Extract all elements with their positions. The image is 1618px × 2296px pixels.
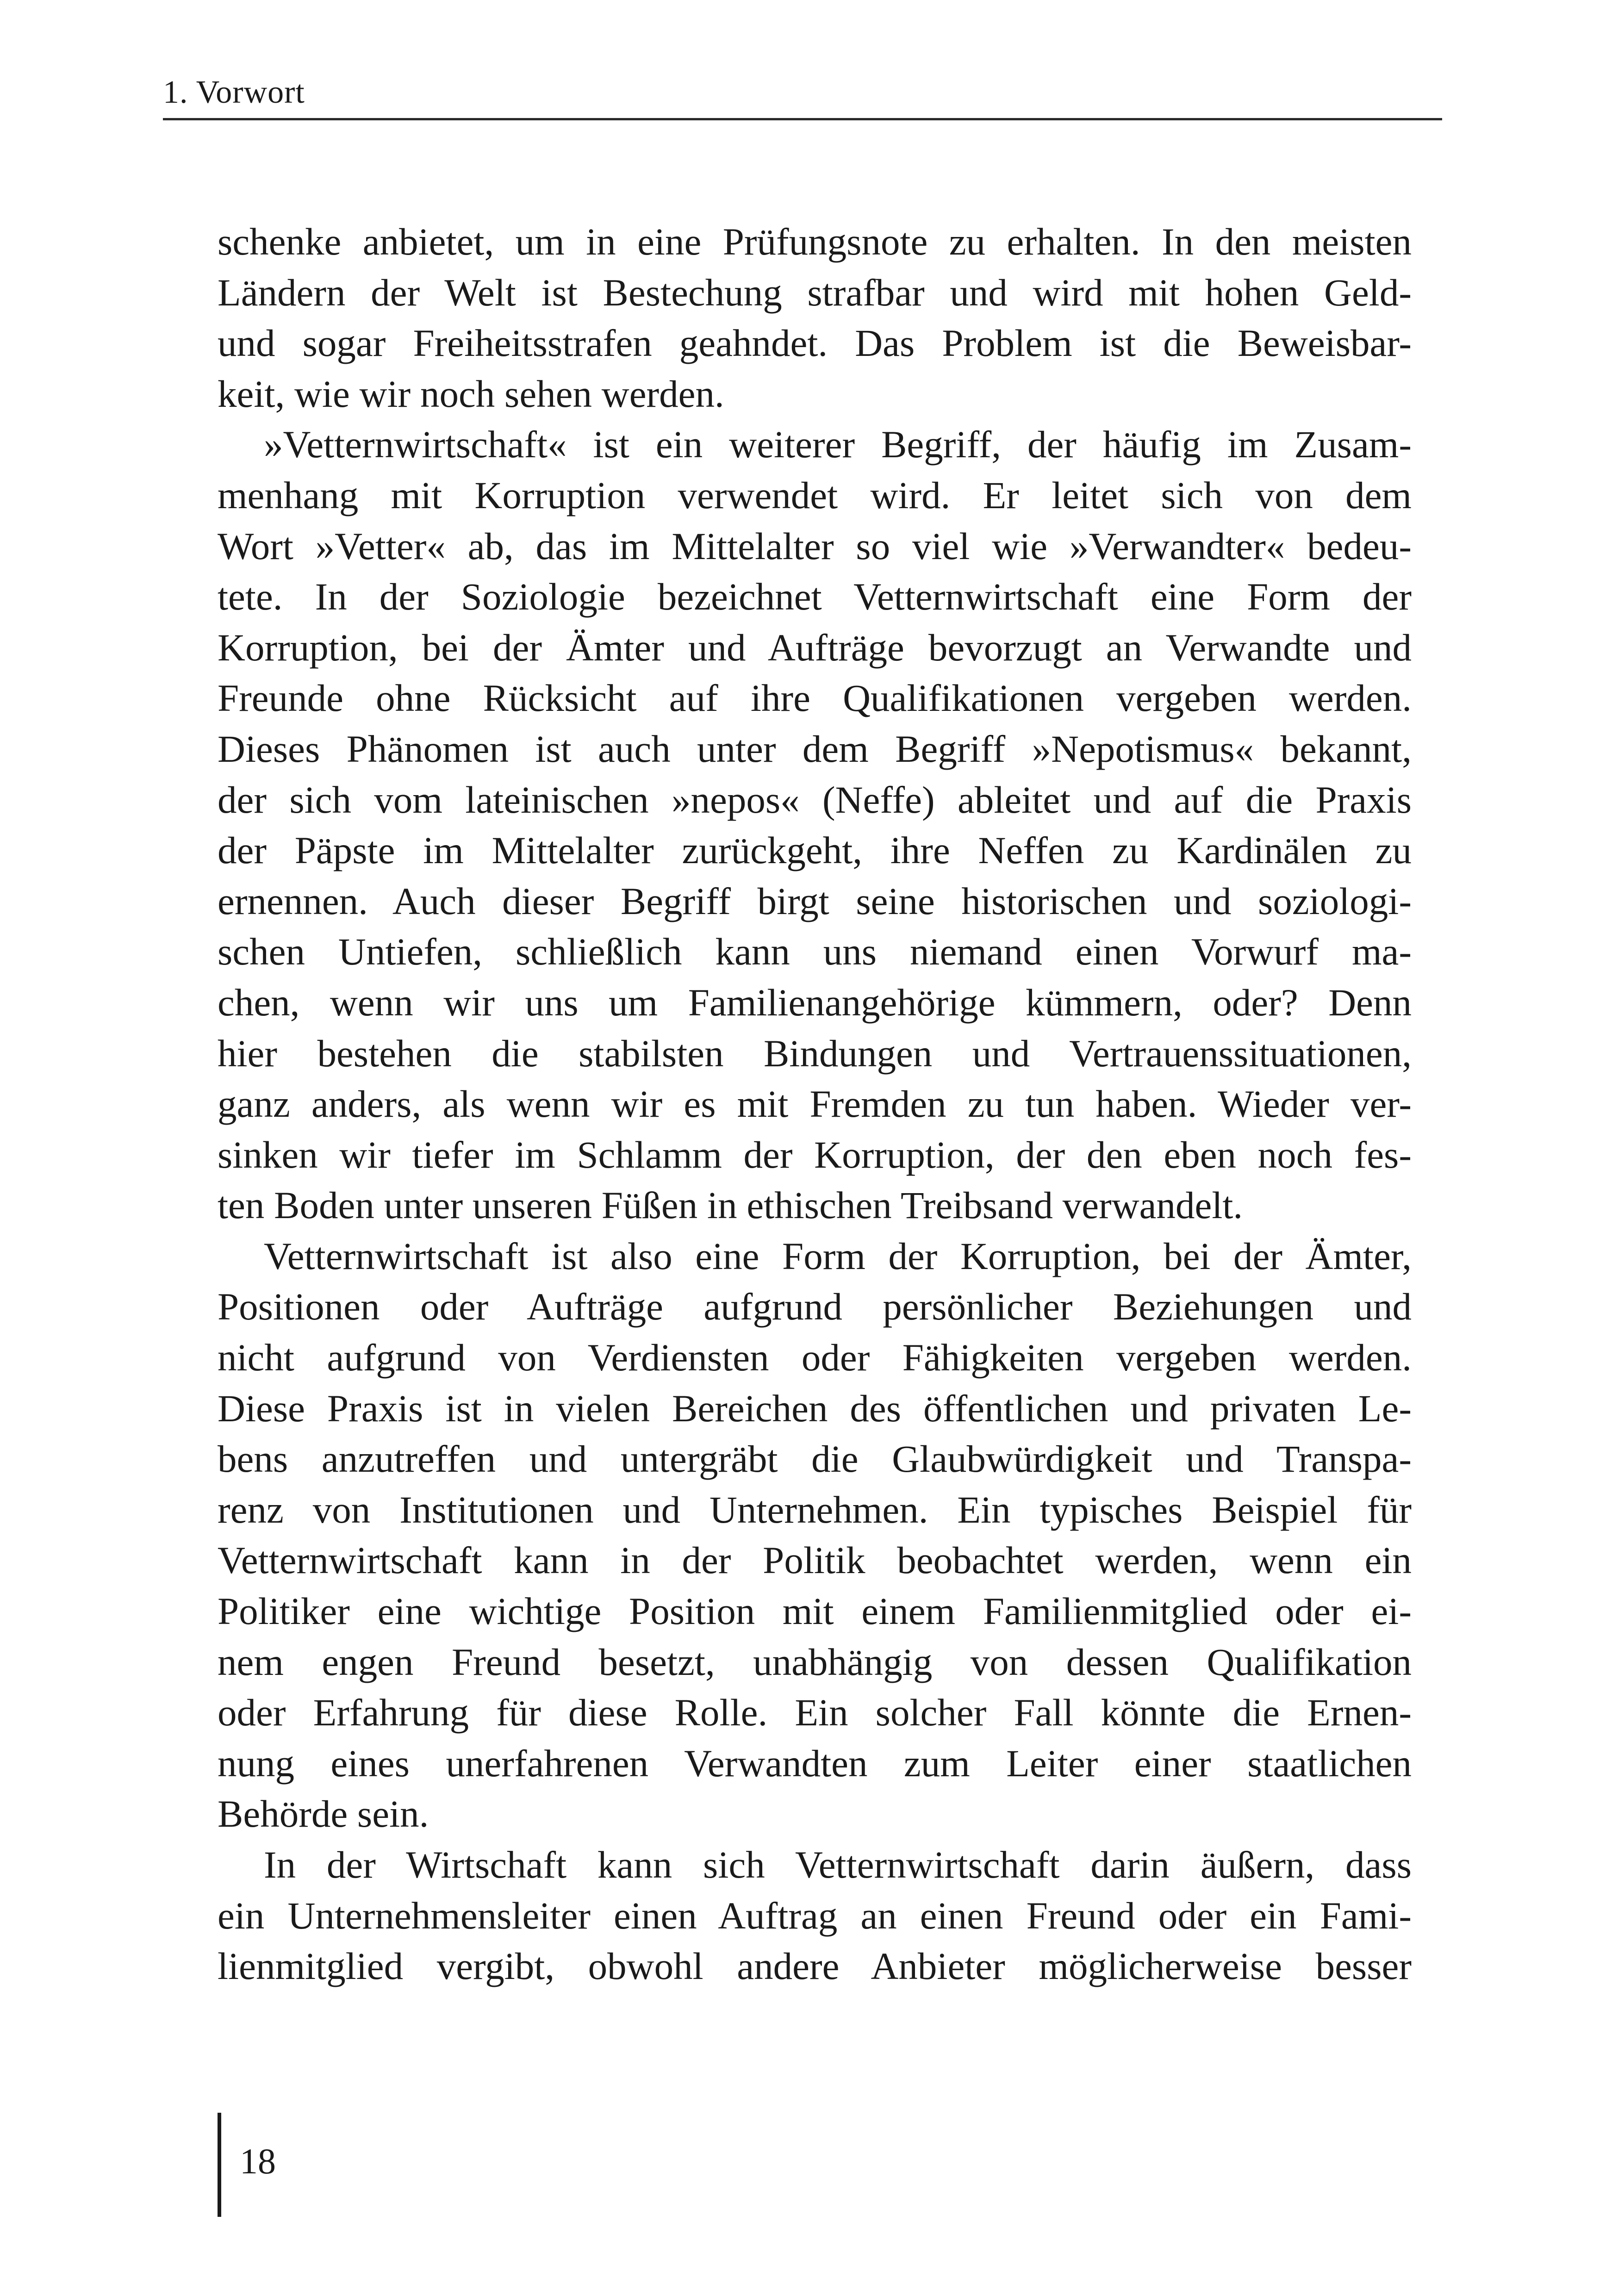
text-line: hier bestehen die stabilsten Bindungen und Vertrauenssituationen, <box>218 1032 1412 1075</box>
text-line: Vetternwirtschaft kann in der Politik beobachtet werden, wenn ein <box>218 1539 1412 1582</box>
text-line: bens anzutreffen und untergräbt die Glaubwürdigkeit und Transpa- <box>218 1437 1412 1481</box>
text-line: »Vetternwirtschaft« ist ein weiterer Begriff, der häufig im Zusam- <box>264 423 1412 466</box>
text-line: Positionen oder Aufträge aufgrund persönlicher Beziehungen und <box>218 1285 1412 1328</box>
text-line: schenke anbietet, um in eine Prüfungsnote zu erhalten. In den meisten <box>218 220 1412 263</box>
text-line: nem engen Freund besetzt, unabhängig von dessen Qualifikation <box>218 1640 1412 1683</box>
text-line: Ländern der Welt ist Bestechung strafbar und wird mit hohen Geld- <box>218 271 1412 314</box>
text-line: chen, wenn wir uns um Familienangehörige kümmern, oder? Denn <box>218 981 1412 1024</box>
text-line: ernennen. Auch dieser Begriff birgt seine historischen und soziologi- <box>218 879 1412 922</box>
text-line: ganz anders, als wenn wir es mit Fremden zu tun haben. Wieder ver- <box>218 1083 1412 1126</box>
text-line: nung eines unerfahrenen Verwandten zum Leiter einer staatlichen <box>218 1742 1412 1785</box>
body-text <box>218 217 1412 1992</box>
running-head: 1. Vorwort <box>163 75 305 110</box>
text-line: ein Unternehmensleiter einen Auftrag an einen Freund oder ein Fami- <box>218 1894 1412 1937</box>
text-line: renz von Institutionen und Unternehmen. Ein typisches Beispiel für <box>218 1488 1412 1531</box>
text-line: Wort »Vetter« ab, das im Mittelalter so viel wie »Verwandter« bedeu- <box>218 524 1412 567</box>
text-line: Politiker eine wichtige Position mit einem Familienmitglied oder ei- <box>218 1590 1412 1633</box>
text-line: schen Untiefen, schließlich kann uns niemand einen Vorwurf ma- <box>218 930 1412 973</box>
page-number: 18 <box>240 2141 276 2181</box>
text-line: tete. In der Soziologie bezeichnet Vetternwirtschaft eine Form der <box>218 575 1412 618</box>
text-line: Behörde sein. <box>218 1792 429 1836</box>
text-line: der Päpste im Mittelalter zurückgeht, ihre Neffen zu Kardinälen zu <box>218 829 1412 872</box>
page-number-rule <box>218 2113 221 2217</box>
text-line: sinken wir tiefer im Schlamm der Korruption, der den eben noch fes- <box>218 1133 1412 1176</box>
text-line: nicht aufgrund von Verdiensten oder Fähigkeiten vergeben werden. <box>218 1336 1412 1379</box>
text-line: Diese Praxis ist in vielen Bereichen des öffentlichen und privaten Le- <box>218 1387 1412 1430</box>
text-line: keit, wie wir noch sehen werden. <box>218 372 724 415</box>
text-line: der sich vom lateinischen »nepos« (Neffe) ableitet und auf die Praxis <box>218 778 1412 821</box>
text-line: oder Erfahrung für diese Rolle. Ein solcher Fall könnte die Ernen- <box>218 1691 1412 1734</box>
text-line: Korruption, bei der Ämter und Aufträge bevorzugt an Verwandte und <box>218 626 1412 669</box>
text-line: Freunde ohne Rücksicht auf ihre Qualifikationen vergeben werden. <box>218 677 1412 720</box>
text-line: ten Boden unter unseren Füßen in ethischen Treibsand verwandelt. <box>218 1184 1243 1227</box>
text-line: In der Wirtschaft kann sich Vetternwirtschaft darin äußern, dass <box>264 1843 1412 1886</box>
text-line: Dieses Phänomen ist auch unter dem Begriff »Nepotismus« bekannt, <box>218 727 1412 770</box>
text-line: und sogar Freiheitsstrafen geahndet. Das Problem ist die Beweisbar- <box>218 322 1412 365</box>
text-line: Vetternwirtschaft ist also eine Form der Korruption, bei der Ämter, <box>264 1234 1412 1277</box>
text-line: lienmitglied vergibt, obwohl andere Anbieter möglicherweise besser <box>218 1945 1412 1988</box>
text-line: menhang mit Korruption verwendet wird. Er leitet sich von dem <box>218 473 1412 516</box>
header-rule <box>163 118 1442 120</box>
